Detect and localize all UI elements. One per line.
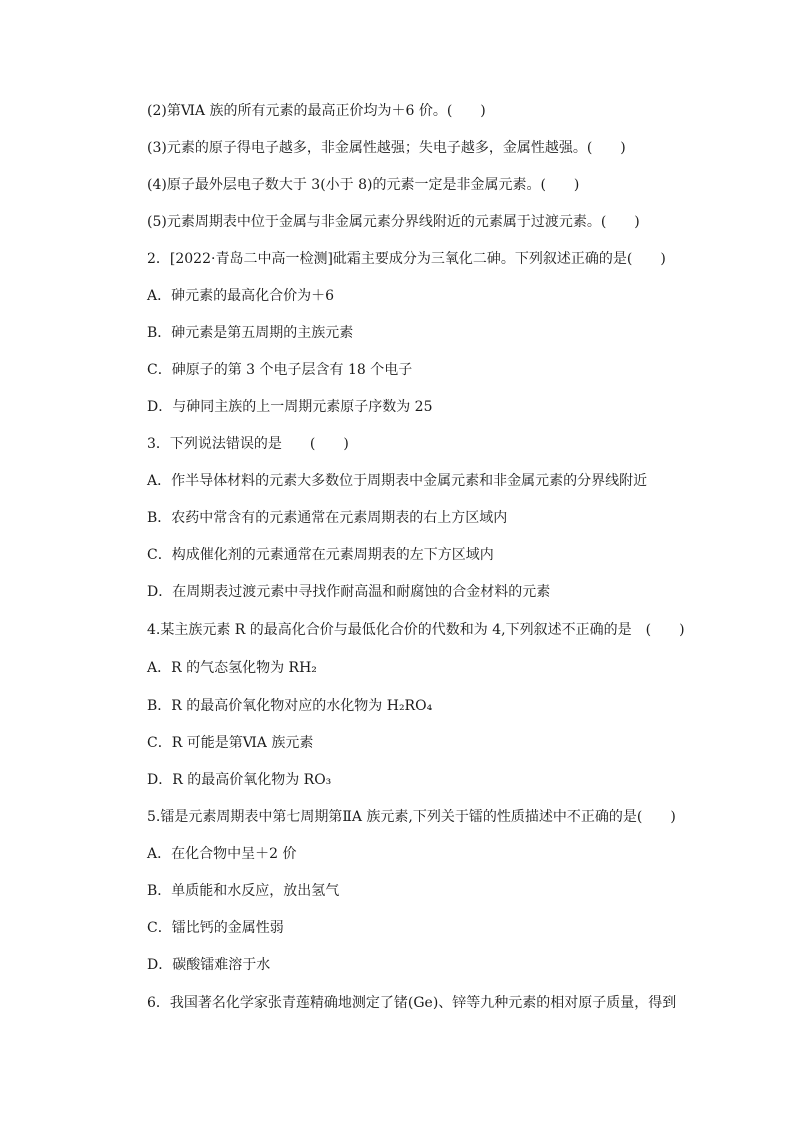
q5-option-b: B．单质能和水反应，放出氢气 [147,883,340,899]
statement-4: (4)原子最外层电子数大于 3(小于 8)的元素一定是非金属元素。( ) [147,177,580,193]
q2-option-b: B．砷元素是第五周期的主族元素 [147,325,354,341]
q3-option-c: C．构成催化剂的元素通常在元素周期表的左下方区域内 [147,547,494,563]
q3-option-d: D．在周期表过渡元素中寻找作耐高温和耐腐蚀的合金材料的元素 [147,584,551,600]
q5-option-c: C．镭比钙的金属性弱 [147,920,284,936]
q2-option-a: A．砷元素的最高化合价为＋6 [147,288,335,304]
q2-option-d: D．与砷同主族的上一周期元素原子序数为 25 [147,399,433,415]
question-3: 3．下列说法错误的是 ( ) [147,436,349,452]
q3-option-a: A．作半导体材料的元素大多数位于周期表中金属元素和非金属元素的分界线附近 [147,473,648,489]
q2-option-c: C．砷原子的第 3 个电子层含有 18 个电子 [147,362,413,378]
q4-option-b: B．R 的最高价氧化物对应的水化物为 H₂RO₄ [147,698,433,714]
q5-option-d: D．碳酸镭难溶于水 [147,957,271,973]
q4-option-a: A．R 的气态氢化物为 RH₂ [147,660,317,676]
question-6: 6．我国著名化学家张青莲精确地测定了锗(Ge)、锌等九种元素的相对原子质量，得到 [147,995,677,1011]
q4-option-c: C．R 可能是第ⅥA 族元素 [147,735,314,751]
question-2: 2．[2022·青岛二中高一检测]砒霜主要成分为三氧化二砷。下列叙述正确的是( ) [147,251,666,267]
statement-2: (2)第ⅥA 族的所有元素的最高正价均为＋6 价。( ) [147,103,486,119]
q5-option-a: A．在化合物中呈＋2 价 [147,846,297,862]
q3-option-b: B．农药中常含有的元素通常在元素周期表的右上方区域内 [147,510,508,526]
question-5: 5.镭是元素周期表中第七周期第ⅡA 族元素,下列关于镭的性质描述中不正确的是( ) [147,809,676,825]
statement-5: (5)元素周期表中位于金属与非金属元素分界线附近的元素属于过渡元素。( ) [147,214,640,230]
q4-option-d: D．R 的最高价氧化物为 RO₃ [147,772,332,788]
statement-3: (3)元素的原子得电子越多，非金属性越强；失电子越多，金属性越强。( ) [147,140,626,156]
question-4: 4.某主族元素 R 的最高化合价与最低化合价的代数和为 4,下列叙述不正确的是 ( ) [147,622,685,638]
